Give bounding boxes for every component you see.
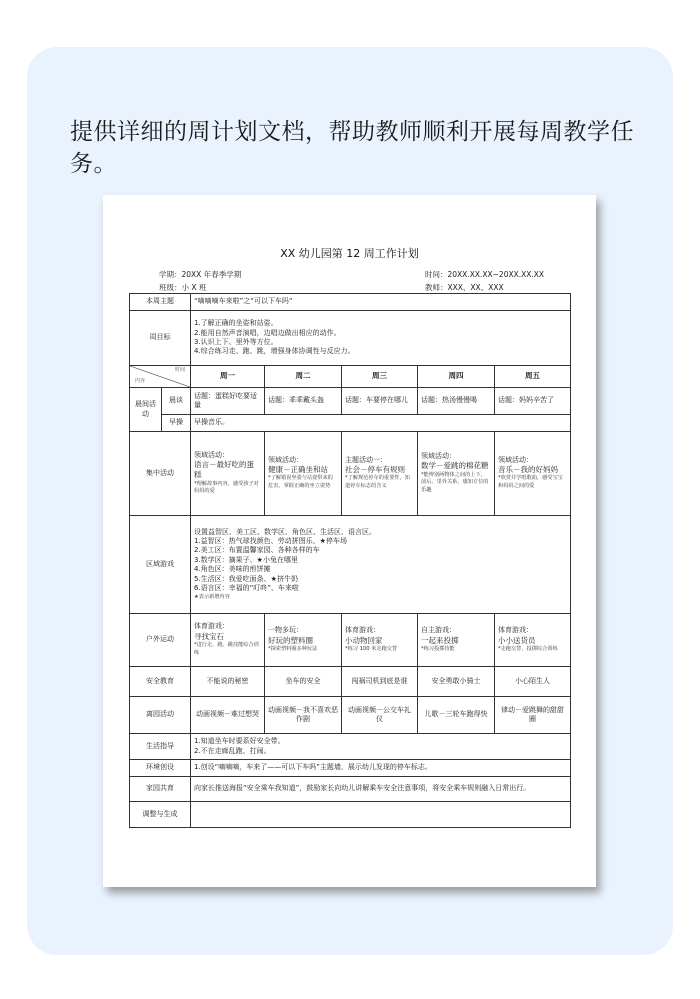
activity-title: 小小送货员 xyxy=(498,635,536,645)
activity-note: *练习 100 米走跑交替 xyxy=(345,645,398,652)
life-item: 1.知道坐车时要系好安全带。 xyxy=(194,737,285,746)
life-item: 2.不在走廊乱跑、打闹。 xyxy=(194,746,271,755)
area-item: 3.数学区：摘果子、★小兔在哪里 xyxy=(194,555,298,564)
exercise-row xyxy=(130,415,571,432)
activity-title: 数学－爱跳的棉花糖 xyxy=(421,461,489,471)
activity-note: *理解故事内容，感受孩子对妈妈的爱 xyxy=(194,480,259,495)
day-header: 周四 xyxy=(418,366,495,388)
life-list xyxy=(191,734,571,760)
safety-label: 安全教育 xyxy=(130,667,191,697)
diagonal-header-cell xyxy=(130,366,191,388)
leave-cell: 儿歌－三轮车跑得快 xyxy=(418,697,495,734)
talk-cell: 话题：蛋糕好吃要适量 xyxy=(191,388,265,415)
day-header: 周三 xyxy=(342,366,418,388)
activity-title: 音乐－我的好妈妈 xyxy=(498,465,558,475)
leave-cell: 动画视频－难过想哭 xyxy=(191,697,265,734)
activity-type: 领域活动： xyxy=(268,455,303,464)
morning-talk-row xyxy=(130,388,571,415)
theme-value: “嘀嘀嘀车来啦”之“可以下车吗” xyxy=(191,294,571,311)
group-cell xyxy=(342,432,418,516)
safety-row xyxy=(130,667,571,697)
activity-title: 健康－正确坐和站 xyxy=(268,465,328,475)
outdoor-cell xyxy=(495,614,571,667)
group-cell xyxy=(495,432,571,516)
area-item: 设置益智区、美工区、数学区、角色区、生活区、语言区。 xyxy=(194,527,376,536)
env-label: 环境创设 xyxy=(130,760,191,777)
outdoor-label: 户外运动 xyxy=(130,614,191,667)
life-row xyxy=(130,734,571,760)
morning-label: 晨间活动 xyxy=(130,388,162,432)
outdoor-cell xyxy=(342,614,418,667)
group-cell xyxy=(418,432,495,516)
leave-row xyxy=(130,697,571,734)
adjust-row xyxy=(130,802,571,828)
group-cell xyxy=(265,432,342,516)
activity-type: 领域活动： xyxy=(194,450,229,459)
theme-row xyxy=(130,294,571,311)
area-item: 4.角色区：美味的煎饼摊 xyxy=(194,565,271,574)
activity-type: 领域活动： xyxy=(421,452,456,461)
area-note: ★表示新增内容 xyxy=(194,593,230,600)
leave-cell: 律动－爱跳舞的甜甜圈 xyxy=(495,697,571,734)
exercise-value: 早操音乐。 xyxy=(191,415,571,432)
area-item: 2.美工区：布置温馨家园、各种各样的车 xyxy=(194,546,320,555)
activity-note: *了解规范停车的重要性，知道停车标志的含义 xyxy=(345,475,410,490)
weekly-plan-table xyxy=(129,293,571,828)
document-page xyxy=(103,195,596,887)
talk-cell: 话题：热汤慢慢喝 xyxy=(418,388,495,415)
outdoor-row xyxy=(130,614,571,667)
goal-item: 4.综合练习走、跑、跳，增强身体协调性与反应力。 xyxy=(194,347,355,356)
goals-row xyxy=(130,311,571,366)
group-activity-row xyxy=(130,432,571,516)
environment-row xyxy=(130,760,571,777)
safety-cell: 小心陌生人 xyxy=(495,667,571,697)
talk-cell: 话题：妈妈辛苦了 xyxy=(495,388,571,415)
semester-text: 学期：20XX 年春季学期 xyxy=(159,270,242,279)
leave-cell: 动画视频－公交车礼仪 xyxy=(342,697,418,734)
document-title: XX 幼儿园第 12 周工作计划 xyxy=(280,247,419,260)
days-header-row xyxy=(130,366,571,388)
env-value: 1.创设“嘀嘀嘀，车来了——可以下车吗”主题墙，展示幼儿发现的停车标志。 xyxy=(191,760,571,777)
activity-title: 语言－最好吃的蛋糕 xyxy=(194,460,254,480)
safety-cell: 不能说的秘密 xyxy=(191,667,265,697)
activity-note: *探索塑料圈多种玩法 xyxy=(268,645,318,652)
leave-label: 离园活动 xyxy=(130,697,191,734)
talk-cell: 话题：车要停在哪儿 xyxy=(342,388,418,415)
area-item: 5.生活区：我爱吃面条、★挤牛奶 xyxy=(194,574,298,583)
day-header: 周二 xyxy=(265,366,342,388)
goal-item: 1.了解正确的坐姿和站姿。 xyxy=(194,319,278,328)
class-text: 班级：小 X 班 xyxy=(159,283,207,292)
teachers-text: 教师：XXX、XX、XXX xyxy=(425,283,504,292)
leave-cell: 动画视频－我不喜欢恶作剧 xyxy=(265,697,342,734)
goals-label: 周目标 xyxy=(130,311,191,366)
header-content-label: 内容 xyxy=(135,378,146,384)
header-time-label: 时间 xyxy=(174,367,185,373)
area-list xyxy=(191,516,571,614)
activity-type: 自主游戏： xyxy=(421,626,456,635)
area-label: 区域游戏 xyxy=(130,516,191,614)
activity-type: 体育游戏： xyxy=(498,626,533,635)
adjust-label: 调整与生成 xyxy=(130,802,191,828)
activity-title: 小动物回家 xyxy=(345,635,383,645)
activity-note: *了解错误坐姿与站姿带来的危害，掌握正确的坐立姿势 xyxy=(268,475,333,490)
activity-title: 寻找宝石 xyxy=(194,631,224,641)
adjust-value xyxy=(191,802,571,828)
talk-label: 晨谈 xyxy=(162,388,191,415)
activity-title: 社会－停车有规则 xyxy=(345,465,405,475)
activity-type: 体育游戏： xyxy=(345,626,380,635)
group-cell xyxy=(191,432,265,516)
safety-cell: 安全勇敢小骑士 xyxy=(418,667,495,697)
activity-type: 体育游戏： xyxy=(194,622,229,631)
activity-type: 一物多玩： xyxy=(268,626,303,635)
goals-list xyxy=(191,311,571,366)
exercise-label: 早操 xyxy=(162,415,191,432)
activity-title: 一起来投掷 xyxy=(421,635,459,645)
safety-cell: 闯祸司机到底是谁 xyxy=(342,667,418,697)
area-item: 6.语言区：幸福的“叮咚”、车来啦 xyxy=(194,584,299,593)
activity-note: *走跑交替、投掷综合训练 xyxy=(498,645,558,652)
activity-note: *能辨别两物体之间的上下、前后、里外关系，感知方位的乐趣 xyxy=(421,471,489,494)
home-label: 家园共育 xyxy=(130,777,191,802)
promo-heading: 提供详细的周计划文档，帮助教师顺利开展每周教学任务。 xyxy=(70,119,634,177)
theme-label: 本周主题 xyxy=(130,294,191,311)
group-label: 集中活动 xyxy=(130,432,191,516)
day-header: 周五 xyxy=(495,366,571,388)
time-text: 时间：20XX.XX.XX~20XX.XX.XX xyxy=(425,270,545,279)
goal-item: 3.认识上下、里外等方位。 xyxy=(194,338,278,346)
activity-note: *欣赏并学唱歌曲，感受宝宝和妈妈之间的爱 xyxy=(498,475,563,490)
goal-item: 2.能用自然声音演唱，边唱边做出相应的动作。 xyxy=(194,328,341,337)
home-row xyxy=(130,777,571,802)
activity-title: 好玩的塑料圈 xyxy=(268,635,313,645)
activity-note: *进行走、跑、跳技能综合训练 xyxy=(194,641,259,656)
activity-type: 主题活动一： xyxy=(345,455,387,464)
outdoor-cell xyxy=(418,614,495,667)
area-games-row xyxy=(130,516,571,614)
activity-note: *练习投掷技能 xyxy=(421,645,455,652)
life-label: 生活指导 xyxy=(130,734,191,760)
area-item: 1.益智区：热气球找颜色、劳动拼图乐、★停车场 xyxy=(194,537,347,545)
day-header: 周一 xyxy=(191,366,265,388)
home-value: 向家长推送海报“安全乘车我知道”，鼓励家长向幼儿讲解乘车安全注意事项，将安全乘车规则融入日常出行。 xyxy=(191,777,571,802)
talk-cell: 话题：乖乖戴头盔 xyxy=(265,388,342,415)
outdoor-cell xyxy=(191,614,265,667)
safety-cell: 坐车的安全 xyxy=(265,667,342,697)
activity-type: 领域活动： xyxy=(498,455,533,464)
outdoor-cell xyxy=(265,614,342,667)
